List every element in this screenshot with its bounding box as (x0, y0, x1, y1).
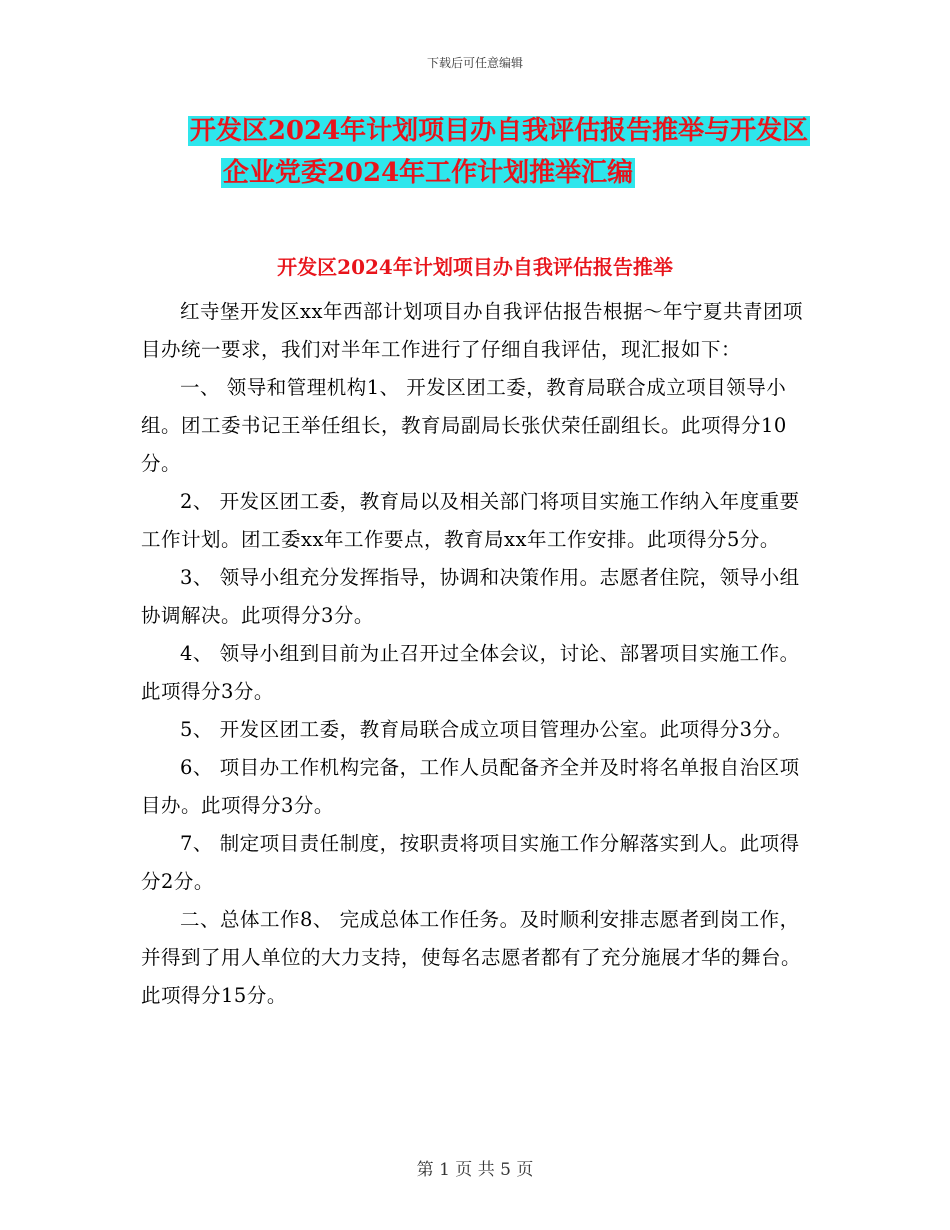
paragraph: 二、总体工作8、 完成总体工作任务。及时顺利安排志愿者到岗工作，并得到了用人单位的大力支持，使每名志愿者都有了充分施展才华的舞台。此项得分15分。 (141, 908, 802, 1007)
title-highlight-2: 企业党委2024年工作计划推举汇编 (222, 158, 634, 188)
paragraph: 一、 领导和管理机构1、 开发区团工委，教育局联合成立项目领导小组。团工委书记王举任组长，教育局副局长张伏荣任副组长。此项得分10分。 (141, 376, 787, 475)
paragraph: 6、 项目办工作机构完备，工作人员配备齐全并及时将名单报自治区项目办。此项得分3分。 (141, 756, 800, 817)
document-title-line-2 (0, 156, 950, 190)
paragraph: 2、 开发区团工委，教育局以及相关部门将项目实施工作纳入年度重要工作计划。团工委xx年工作要点，教育局xx年工作安排。此项得分5分。 (141, 490, 800, 551)
document-title-line-1 (0, 114, 950, 148)
section-subtitle: 开发区2024年计划项目办自我评估报告推举 (277, 255, 673, 279)
paragraph: 4、 领导小组到目前为止召开过全体会议，讨论、部署项目实施工作。此项得分3分。 (141, 642, 800, 703)
title-highlight-1: 开发区2024年计划项目办自我评估报告推举与开发区 (189, 116, 809, 146)
paragraph: 红寺堡开发区xx年西部计划项目办自我评估报告根据～年宁夏共青团项目办统一要求，我们对半年工作进行了仔细自我评估，现汇报如下： (141, 300, 803, 361)
paragraph: 3、 领导小组充分发挥指导，协调和决策作用。志愿者住院，领导小组协调解决。此项得分3分。 (141, 566, 800, 627)
document-body (141, 293, 813, 1015)
header-note: 下载后可任意编辑 (426, 56, 523, 70)
page-footer: 第 1 页 共 5 页 (416, 1160, 534, 1180)
paragraph: 5、 开发区团工委，教育局联合成立项目管理办公室。此项得分3分。 (180, 718, 793, 741)
paragraph: 7、 制定项目责任制度，按职责将项目实施工作分解落实到人。此项得分2分。 (141, 832, 800, 893)
